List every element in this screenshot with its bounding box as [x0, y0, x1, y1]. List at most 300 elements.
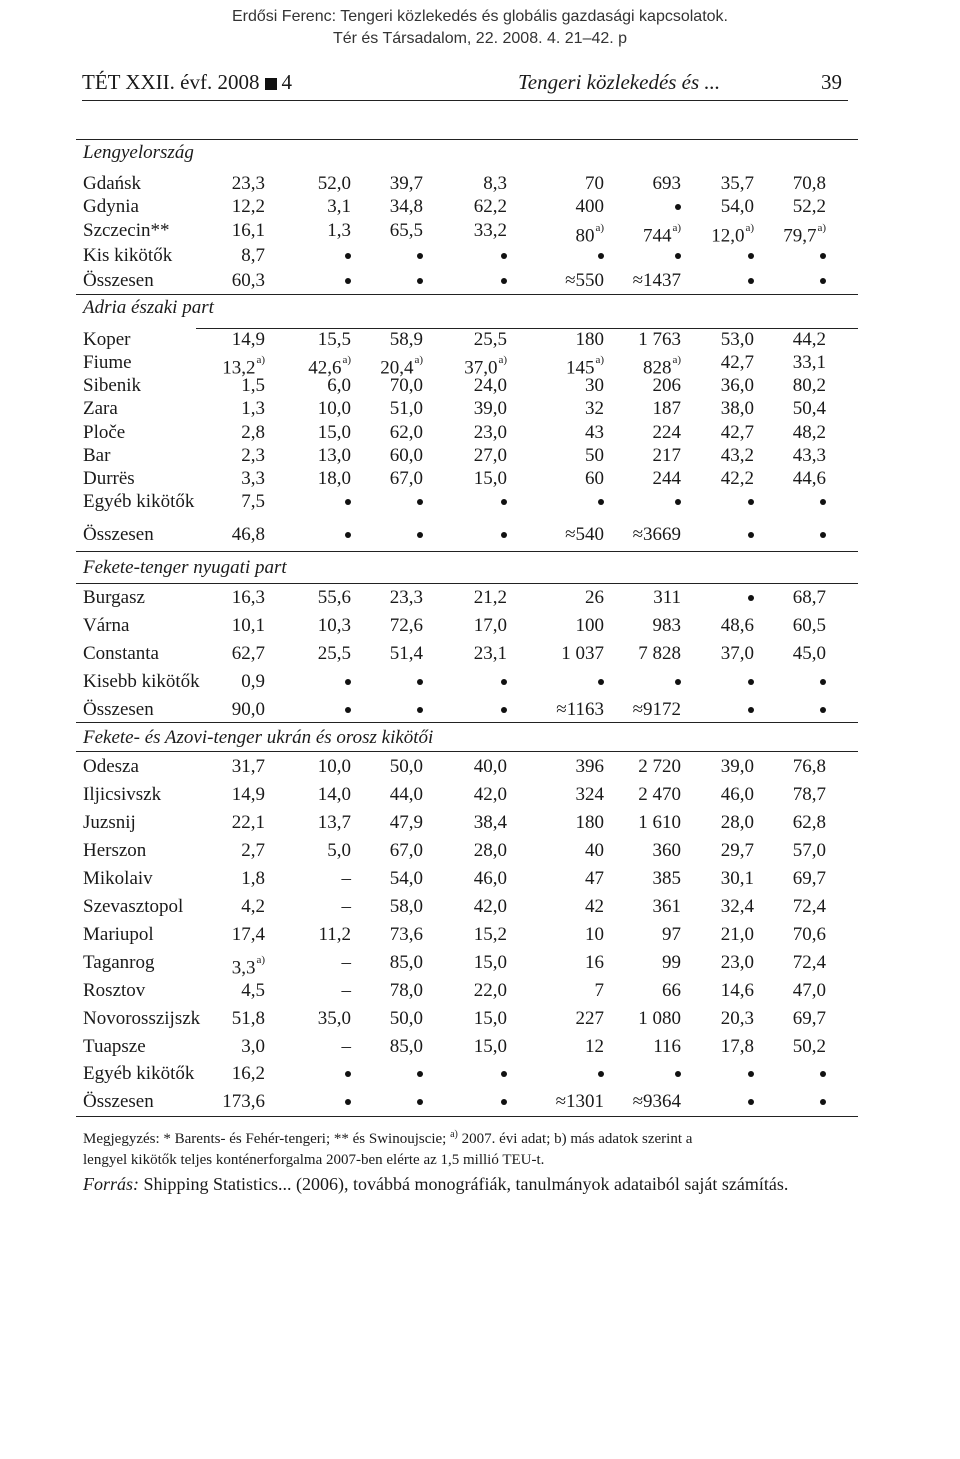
cell-value: 1 080: [638, 1008, 681, 1029]
cell-value: 23,0: [720, 952, 754, 973]
cell-value: 66: [662, 980, 681, 1001]
table-cell: [407, 1006, 507, 1032]
note-line-1: [83, 1124, 823, 1150]
cell-value: 72,6: [389, 615, 423, 636]
cell-value: 15,2: [473, 924, 507, 945]
cell-value: 58,9: [389, 329, 423, 350]
cell-value: 22,1: [231, 812, 265, 833]
cell-value: ≈1437: [632, 270, 681, 291]
cell-value: 50,4: [792, 398, 826, 419]
table-cell: [726, 922, 826, 948]
port-name: Novorosszijszk: [83, 1008, 201, 1029]
port-name: Összesen: [83, 270, 154, 291]
port-name: Gdynia: [83, 196, 139, 217]
table-cell: [165, 922, 265, 948]
table-source: [83, 1172, 843, 1196]
table-cell: [726, 585, 826, 611]
port-name: Koper: [83, 329, 131, 350]
table-cell: [726, 810, 826, 836]
cell-value: 180: [575, 329, 604, 350]
table-cell: [165, 268, 265, 294]
table-cell: [165, 1006, 265, 1032]
cell-value: 7 828: [638, 643, 681, 664]
citation-line-1: Erdősi Ferenc: Tengeri közlekedés és globális gazdasági kapcsolatok.: [232, 8, 728, 25]
cell-value: 15,0: [473, 1008, 507, 1029]
cell-value: 15,0: [473, 952, 507, 973]
table-row: [83, 810, 858, 836]
port-name: Összesen: [83, 699, 154, 720]
port-name: Juzsnij: [83, 812, 136, 833]
table-cell: [165, 754, 265, 780]
cell-value: 10,0: [317, 756, 351, 777]
cell-value: 4,5: [241, 980, 265, 1001]
cell-value: 76,8: [792, 756, 826, 777]
cell-value: 60,3: [231, 270, 265, 291]
cell-value: 42,7: [720, 352, 754, 373]
no-data-dot-icon: [726, 1061, 826, 1087]
cell-value: 51,4: [389, 643, 423, 664]
cell-value: 78,0: [389, 980, 423, 1001]
table-row: [83, 697, 858, 723]
table-row: [83, 585, 858, 611]
cell-value: 25,5: [317, 643, 351, 664]
cell-value: 70,8: [792, 173, 826, 194]
cell-value: 21,2: [473, 587, 507, 608]
cell-value: 48,2: [792, 422, 826, 443]
running-title: Tengeri közlekedés és ...: [518, 70, 721, 94]
table-cell: [407, 810, 507, 836]
table-cell: [407, 950, 507, 976]
cell-value: 30,1: [720, 868, 754, 889]
cell-value: 10,3: [317, 615, 351, 636]
table-cell: [165, 243, 265, 269]
port-name: Várna: [83, 615, 130, 636]
table-rule: [76, 1116, 858, 1117]
cell-value: 12,0: [711, 225, 745, 247]
cell-value: 48,6: [720, 615, 754, 636]
table-cell: [726, 894, 826, 920]
cell-value: 28,0: [473, 840, 507, 861]
cell-value: 52,0: [317, 173, 351, 194]
no-data-dot-icon: [407, 489, 507, 515]
square-bullet-icon: [265, 78, 277, 90]
cell-value: 22,0: [473, 980, 507, 1001]
no-data-dot-icon: [726, 489, 826, 515]
cell-value: 3,0: [241, 1036, 265, 1057]
no-data-dot-icon: [726, 243, 826, 269]
cell-value: 46,0: [720, 784, 754, 805]
table-cell: [165, 838, 265, 864]
cell-value: 7: [594, 980, 604, 1001]
footnote-mark: a): [817, 222, 826, 234]
cell-value: 828: [642, 357, 672, 379]
cell-value: 396: [575, 756, 604, 777]
cell-value: 44,6: [792, 468, 826, 489]
cell-value: 72,4: [792, 896, 826, 917]
cell-value: 26: [585, 587, 604, 608]
cell-value: 217: [652, 445, 681, 466]
cell-value: 36,0: [720, 375, 754, 396]
cell-value: 50,0: [389, 1008, 423, 1029]
cell-value: 100: [575, 615, 604, 636]
dot-icon: [820, 1071, 826, 1077]
cell-value: 23,0: [473, 422, 507, 443]
cell-value: 21,0: [720, 924, 754, 945]
cell-value: 72,4: [792, 952, 826, 973]
cell-value: 1,3: [241, 398, 265, 419]
cell-value: 8,7: [241, 245, 265, 266]
table-row: [83, 950, 858, 979]
table-cell: [726, 613, 826, 639]
cell-value: 14,9: [231, 329, 265, 350]
cell-value: 38,0: [720, 398, 754, 419]
cell-value: 44,0: [389, 784, 423, 805]
table-cell: [165, 894, 265, 920]
cell-value: 51,8: [231, 1008, 265, 1029]
cell-value: 60,0: [389, 445, 423, 466]
table-note: [83, 1124, 823, 1171]
cell-value: 693: [652, 173, 681, 194]
table-cell: [726, 838, 826, 864]
cell-value: 62,2: [473, 196, 507, 217]
cell-value: 2,7: [241, 840, 265, 861]
table-rule: [76, 751, 858, 752]
cell-value: 60,5: [792, 615, 826, 636]
cell-value: 18,0: [317, 468, 351, 489]
cell-value: 42,6: [308, 357, 342, 379]
table-cell: [165, 522, 265, 548]
cell-value: 311: [653, 587, 681, 608]
cell-value: 145: [565, 357, 595, 379]
cell-value: 224: [652, 422, 681, 443]
cell-value: ≈9364: [632, 1091, 681, 1112]
cell-value: 67,0: [389, 468, 423, 489]
cell-value: 20,4: [380, 357, 414, 379]
cell-value: 25,5: [473, 329, 507, 350]
cell-value: 8,3: [483, 173, 507, 194]
no-data-dot-icon: [726, 697, 826, 723]
port-name: Egyéb kikötők: [83, 1063, 195, 1084]
cell-value: ≈550: [565, 270, 604, 291]
table-cell: [165, 669, 265, 695]
port-name: Sibenik: [83, 375, 142, 396]
cell-value: 17,8: [720, 1036, 754, 1057]
cell-value: 67,0: [389, 840, 423, 861]
table-row: [83, 396, 858, 422]
port-name: Mikolaiv: [83, 868, 153, 889]
cell-value: 40,0: [473, 756, 507, 777]
cell-value: 79,7: [783, 225, 817, 247]
cell-value: 80: [575, 225, 595, 247]
cell-value: 39,0: [473, 398, 507, 419]
cell-value: 24,0: [473, 375, 507, 396]
port-name: Taganrog: [83, 952, 155, 973]
table-row: [83, 1006, 858, 1032]
port-name: Mariupol: [83, 924, 154, 945]
cell-value: 69,7: [792, 1008, 826, 1029]
cell-value: 1 037: [561, 643, 604, 664]
cell-value: 35,7: [720, 173, 754, 194]
cell-value: 15,0: [317, 422, 351, 443]
table-cell: [165, 194, 265, 220]
dot-icon: [820, 278, 826, 284]
table-row: [83, 1061, 858, 1087]
table-cell: [165, 978, 265, 1004]
cell-value: 385: [652, 868, 681, 889]
dot-icon: [820, 707, 826, 713]
cell-value: –: [341, 1036, 351, 1057]
cell-value: 62,0: [389, 422, 423, 443]
table-cell: [165, 950, 265, 981]
cell-value: 58,0: [389, 896, 423, 917]
no-data-dot-icon: [407, 522, 507, 548]
no-data-dot-icon: [407, 1061, 507, 1087]
cell-value: 16,1: [231, 220, 265, 241]
table-cell: [407, 866, 507, 892]
table-row: [83, 922, 858, 948]
cell-value: 10,0: [317, 398, 351, 419]
table-cell: [407, 754, 507, 780]
cell-value: 983: [652, 615, 681, 636]
port-name: Constanta: [83, 643, 159, 664]
cell-value: –: [341, 980, 351, 1001]
table-cell: [726, 866, 826, 892]
cell-value: 173,6: [222, 1091, 265, 1112]
table-row: [83, 522, 858, 548]
cell-value: 32,4: [720, 896, 754, 917]
cell-value: 44,2: [792, 329, 826, 350]
table-cell: [165, 697, 265, 723]
cell-value: 1,5: [241, 375, 265, 396]
page-number: 39: [821, 70, 842, 94]
table-rule: [76, 583, 858, 584]
table-cell: [726, 950, 826, 976]
no-data-dot-icon: [407, 268, 507, 294]
table-cell: [726, 1034, 826, 1060]
cell-value: 1,8: [241, 868, 265, 889]
cell-value: 43: [585, 422, 604, 443]
no-data-dot-icon: [407, 669, 507, 695]
table-cell: [407, 396, 507, 422]
cell-value: 12,2: [231, 196, 265, 217]
cell-value: 244: [652, 468, 681, 489]
cell-value: 23,3: [389, 587, 423, 608]
table-cell: [407, 1034, 507, 1060]
table-row: [83, 838, 858, 864]
table-row: [83, 894, 858, 920]
table-row: [83, 866, 858, 892]
table-row: [83, 1089, 858, 1115]
no-data-dot-icon: [726, 268, 826, 294]
table-cell: [165, 1089, 265, 1115]
cell-value: 46,8: [231, 524, 265, 545]
cell-value: 43,2: [720, 445, 754, 466]
table-row: [83, 613, 858, 639]
port-name: Egyéb kikötők: [83, 491, 195, 512]
cell-value: 34,8: [389, 196, 423, 217]
cell-value: 52,2: [792, 196, 826, 217]
cell-value: 16: [585, 952, 604, 973]
journal-info: [82, 70, 292, 95]
table-cell: [726, 641, 826, 667]
cell-value: 206: [652, 375, 681, 396]
section-title: Fekete- és Azovi-tenger ukrán és orosz kikötői: [83, 727, 434, 748]
no-data-dot-icon: [407, 243, 507, 269]
cell-value: 51,0: [389, 398, 423, 419]
table-cell: [407, 613, 507, 639]
cell-value: 227: [575, 1008, 604, 1029]
citation: [0, 6, 960, 50]
cell-value: 2,3: [241, 445, 265, 466]
footnote-mark: a): [256, 954, 265, 966]
cell-value: 85,0: [389, 1036, 423, 1057]
table-cell: [726, 754, 826, 780]
cell-value: 47,0: [792, 980, 826, 1001]
dot-icon: [820, 253, 826, 259]
cell-value: 42,0: [473, 784, 507, 805]
table-row: [83, 669, 858, 695]
page-header: [82, 66, 848, 101]
cell-value: 14,9: [231, 784, 265, 805]
footnote-mark: a): [595, 354, 604, 366]
cell-value: 35,0: [317, 1008, 351, 1029]
cell-value: 116: [653, 1036, 681, 1057]
table-cell: [407, 922, 507, 948]
cell-value: 10,1: [231, 615, 265, 636]
cell-value: 29,7: [720, 840, 754, 861]
cell-value: 39,0: [720, 756, 754, 777]
cell-value: 1 763: [638, 329, 681, 350]
cell-value: ≈1163: [556, 699, 604, 720]
cell-value: 47,9: [389, 812, 423, 833]
table-cell: [165, 1034, 265, 1060]
cell-value: 15,0: [473, 1036, 507, 1057]
cell-value: 54,0: [389, 868, 423, 889]
table-cell: [407, 641, 507, 667]
cell-value: 42: [585, 896, 604, 917]
table-row: [83, 243, 858, 269]
table-cell: [407, 894, 507, 920]
port-name: Durrës: [83, 468, 135, 489]
journal-volume: TÉT XXII. évf. 2008: [82, 70, 260, 94]
cell-value: 324: [575, 784, 604, 805]
cell-value: 744: [642, 225, 672, 247]
port-name: Ploče: [83, 422, 126, 443]
cell-value: 50,2: [792, 1036, 826, 1057]
cell-value: 37,0: [720, 643, 754, 664]
table-cell: [726, 396, 826, 422]
section-title: Lengyelország: [83, 142, 194, 163]
cell-value: 3,3: [231, 957, 256, 979]
cell-value: 62,8: [792, 812, 826, 833]
footnote-mark: a): [256, 354, 265, 366]
cell-value: 23,1: [473, 643, 507, 664]
cell-value: 16,2: [231, 1063, 265, 1084]
cell-value: 20,3: [720, 1008, 754, 1029]
cell-value: 16,3: [231, 587, 265, 608]
port-name: Kis kikötők: [83, 245, 173, 266]
cell-value: 62,7: [231, 643, 265, 664]
cell-value: 13,2: [222, 357, 256, 379]
footnote-mark: a): [342, 354, 351, 366]
cell-value: 43,3: [792, 445, 826, 466]
cell-value: 28,0: [720, 812, 754, 833]
cell-value: 99: [662, 952, 681, 973]
cell-value: 97: [662, 924, 681, 945]
cell-value: –: [341, 952, 351, 973]
port-name: Összesen: [83, 1091, 154, 1112]
table-row: [83, 194, 858, 220]
no-data-dot-icon: [726, 522, 826, 548]
dot-icon: [820, 1099, 826, 1105]
table-cell: [407, 194, 507, 220]
cell-value: 5,0: [327, 840, 351, 861]
cell-value: 1 610: [638, 812, 681, 833]
cell-value: 70,0: [389, 375, 423, 396]
cell-value: 3,1: [327, 196, 351, 217]
cell-value: 30: [585, 375, 604, 396]
table-cell: [165, 641, 265, 667]
port-name: Összesen: [83, 524, 154, 545]
note-line-2: lengyel kikötők teljes konténerforgalma 2007-ben elérte az 1,5 millió TEU-t.: [83, 1152, 545, 1168]
port-name: Szevasztopol: [83, 896, 184, 917]
table-cell: [726, 1006, 826, 1032]
table-cell: [165, 489, 265, 515]
table-cell: [165, 396, 265, 422]
cell-value: 400: [575, 196, 604, 217]
cell-value: 15,5: [317, 329, 351, 350]
port-name: Szczecin**: [83, 220, 170, 241]
cell-value: 37,0: [464, 357, 498, 379]
cell-value: 15,0: [473, 468, 507, 489]
cell-value: 50,0: [389, 756, 423, 777]
cell-value: 12: [585, 1036, 604, 1057]
cell-value: 38,4: [473, 812, 507, 833]
cell-value: 1,3: [327, 220, 351, 241]
table-row: [83, 978, 858, 1004]
note-line-1-start: Megjegyzés: * Barents- és Fehér-tengeri; ** és Swinoujscie;: [83, 1131, 451, 1147]
cell-value: 60: [585, 468, 604, 489]
cell-value: 361: [652, 896, 681, 917]
cell-value: 47: [585, 868, 604, 889]
port-name: Herszon: [83, 840, 147, 861]
cell-value: 23,3: [231, 173, 265, 194]
cell-value: 2 470: [638, 784, 681, 805]
cell-value: 85,0: [389, 952, 423, 973]
note-line-1-end: 2007. évi adat; b) más adatok szerint a: [457, 1131, 693, 1147]
cell-value: 13,7: [317, 812, 351, 833]
cell-value: 50: [585, 445, 604, 466]
cell-value: 14,6: [720, 980, 754, 1001]
cell-value: 68,7: [792, 587, 826, 608]
port-name: Bar: [83, 445, 111, 466]
table-row: [83, 1034, 858, 1060]
cell-value: 42,2: [720, 468, 754, 489]
table-cell: [407, 218, 507, 244]
cell-value: –: [341, 896, 351, 917]
cell-value: 57,0: [792, 840, 826, 861]
footnote-mark: a): [672, 222, 681, 234]
port-name: Kisebb kikötők: [83, 671, 200, 692]
no-data-dot-icon: [407, 697, 507, 723]
dot-icon: [820, 679, 826, 685]
cell-value: 69,7: [792, 868, 826, 889]
table-cell: [165, 866, 265, 892]
table-cell: [165, 810, 265, 836]
cell-value: 33,1: [792, 352, 826, 373]
cell-value: 90,0: [231, 699, 265, 720]
table-cell: [165, 1061, 265, 1087]
